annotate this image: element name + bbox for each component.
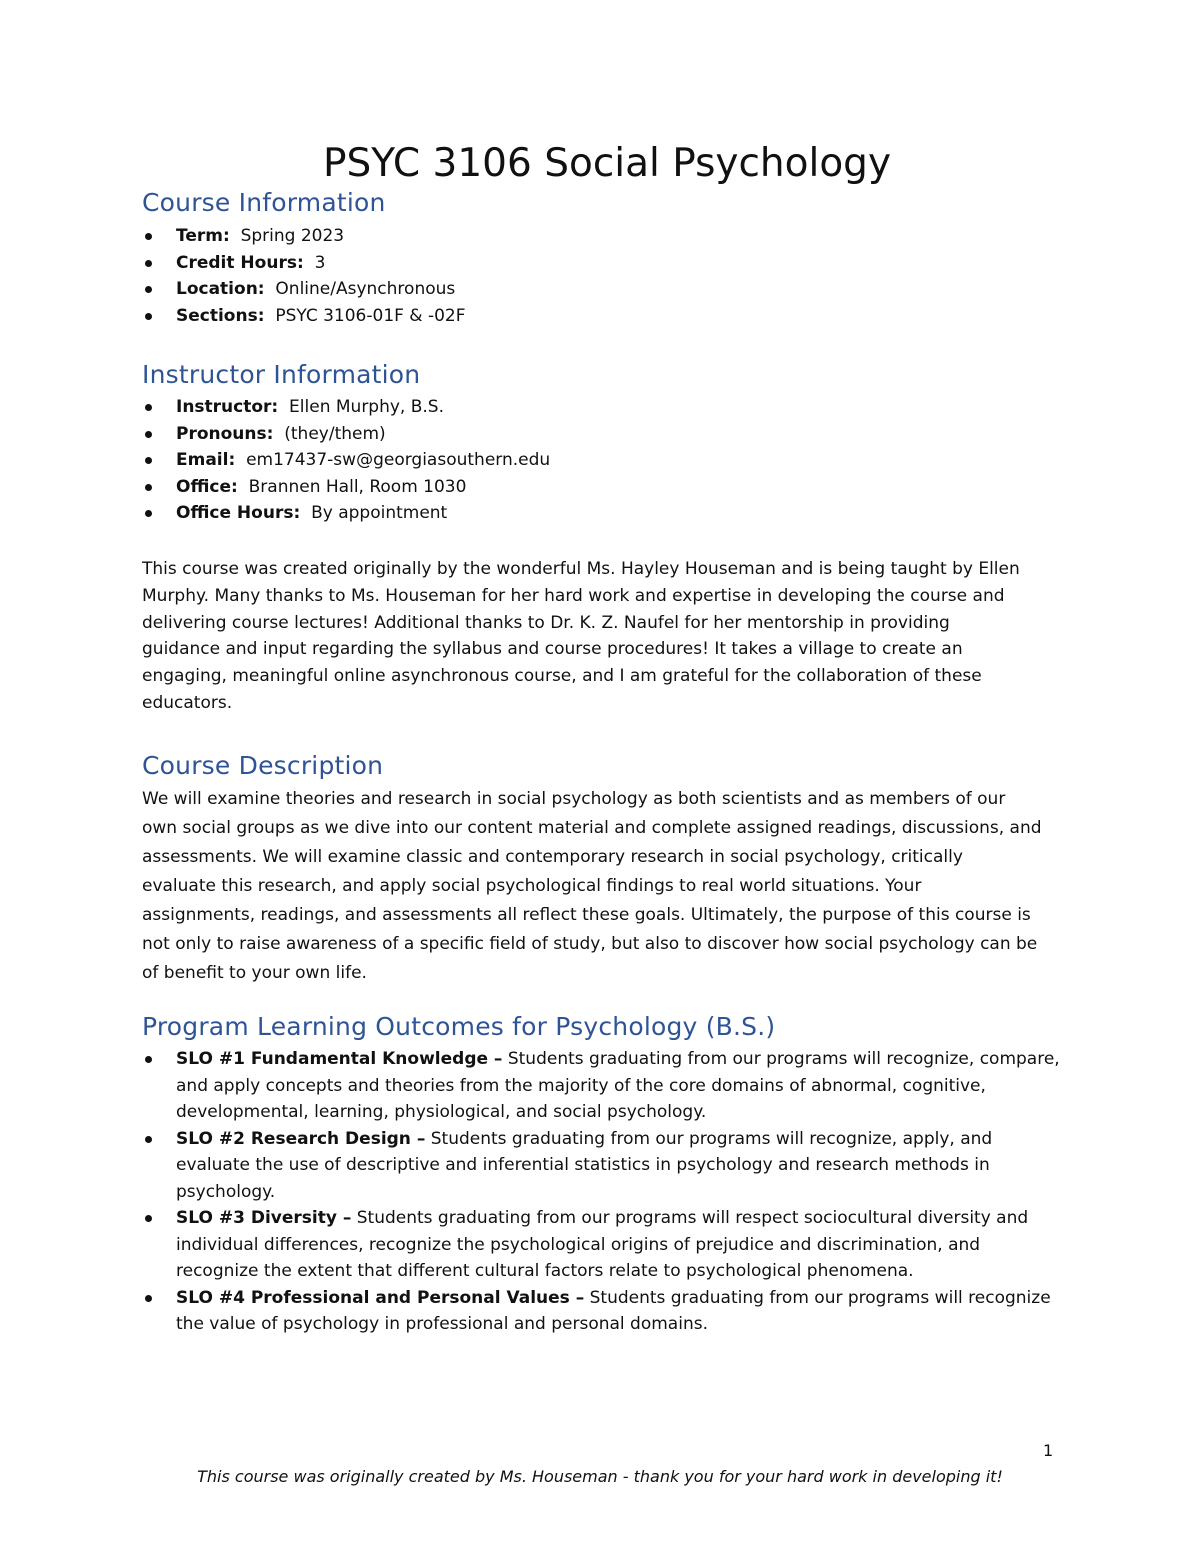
- bullet-icon: [145, 1295, 152, 1302]
- course-description-heading: Course Description: [142, 751, 384, 780]
- bullet-icon: [145, 1136, 152, 1143]
- bullet-icon: [145, 233, 152, 240]
- list-item: SLO #4 Professional and Personal Values – Students graduating from our programs will recognize the value of psychology in professional and personal domains.: [142, 1285, 1060, 1338]
- document-page: [142, 0, 1072, 1553]
- bullet-icon: [145, 431, 152, 438]
- bullet-icon: [145, 260, 152, 267]
- program-outcomes-heading: Program Learning Outcomes for Psychology (B.S.): [142, 1012, 776, 1041]
- instructor-information-heading: Instructor Information: [142, 360, 421, 389]
- instructor-information-list: [142, 394, 550, 527]
- list-item: Sections: PSYC 3106-01F & -02F: [142, 303, 466, 330]
- list-item: Location: Online/Asynchronous: [142, 276, 466, 303]
- email-link[interactable]: em17437-sw@georgiasouthern.edu: [246, 450, 551, 470]
- page-number: 1: [1043, 1441, 1054, 1460]
- list-item: Instructor: Ellen Murphy, B.S.: [142, 394, 550, 421]
- course-description-paragraph: We will examine theories and research in social psychology as both scientists and as members of our own social groups as we dive into our content material and complete assigned readings, discussions, and assessments. We will examine classic and contemporary research in social psychology, critically evaluate this research, and apply social psychological findings to real world situations. Your assignments, readings, and assessments all reflect these goals. Ultimately, the purpose of this course is not only to raise awareness of a specific field of study, but also to discover how social psychology can be of benefit to your own life.: [142, 789, 1042, 983]
- list-item: Email: em17437-sw@georgiasouthern.edu: [142, 447, 550, 474]
- list-item: Pronouns: (they/them): [142, 421, 550, 448]
- list-item: SLO #2 Research Design – Students graduating from our programs will recognize, apply, and evaluate the use of descriptive and inferential statistics in psychology and research methods in psychology.: [142, 1126, 1060, 1206]
- list-item: Credit Hours: 3: [142, 250, 466, 277]
- list-item: SLO #3 Diversity – Students graduating from our programs will respect sociocultural diversity and individual differences, recognize the psychological origins of prejudice and discrimination, and recognize the extent that different cultural factors relate to psychological phenomena.: [142, 1205, 1060, 1285]
- course-information-list: [142, 223, 466, 329]
- bullet-icon: [145, 313, 152, 320]
- program-outcomes-list: [142, 1046, 1060, 1338]
- bullet-icon: [145, 286, 152, 293]
- bullet-icon: [145, 484, 152, 491]
- bullet-icon: [145, 457, 152, 464]
- list-item: Office: Brannen Hall, Room 1030: [142, 474, 550, 501]
- page-footer: This course was originally created by Ms. Houseman - thank you for your hard work in developing it!: [197, 1467, 1003, 1486]
- bullet-icon: [145, 510, 152, 517]
- list-item: SLO #1 Fundamental Knowledge – Students graduating from our programs will recognize, compare, and apply concepts and theories from the majority of the core domains of abnormal, cognitive, developmental, learning, physiological, and social psychology.: [142, 1046, 1060, 1126]
- course-information-heading: Course Information: [142, 188, 386, 217]
- bullet-icon: [145, 1056, 152, 1063]
- acknowledgement-paragraph: This course was created originally by the wonderful Ms. Hayley Houseman and is being taught by Ellen Murphy. Many thanks to Ms. Houseman for her hard work and expertise in developing the course and delivering course lectures! Additional thanks to Dr. K. Z. Naufel for her mentorship in providing guidance and input regarding the syllabus and course procedures! It takes a village to create an engaging, meaningful online asynchronous course, and I am grateful for the collaboration of these educators.: [142, 559, 1020, 713]
- page-title: PSYC 3106 Social Psychology: [322, 141, 892, 186]
- list-item: Office Hours: By appointment: [142, 500, 550, 527]
- bullet-icon: [145, 1215, 152, 1222]
- bullet-icon: [145, 404, 152, 411]
- list-item: Term: Spring 2023: [142, 223, 466, 250]
